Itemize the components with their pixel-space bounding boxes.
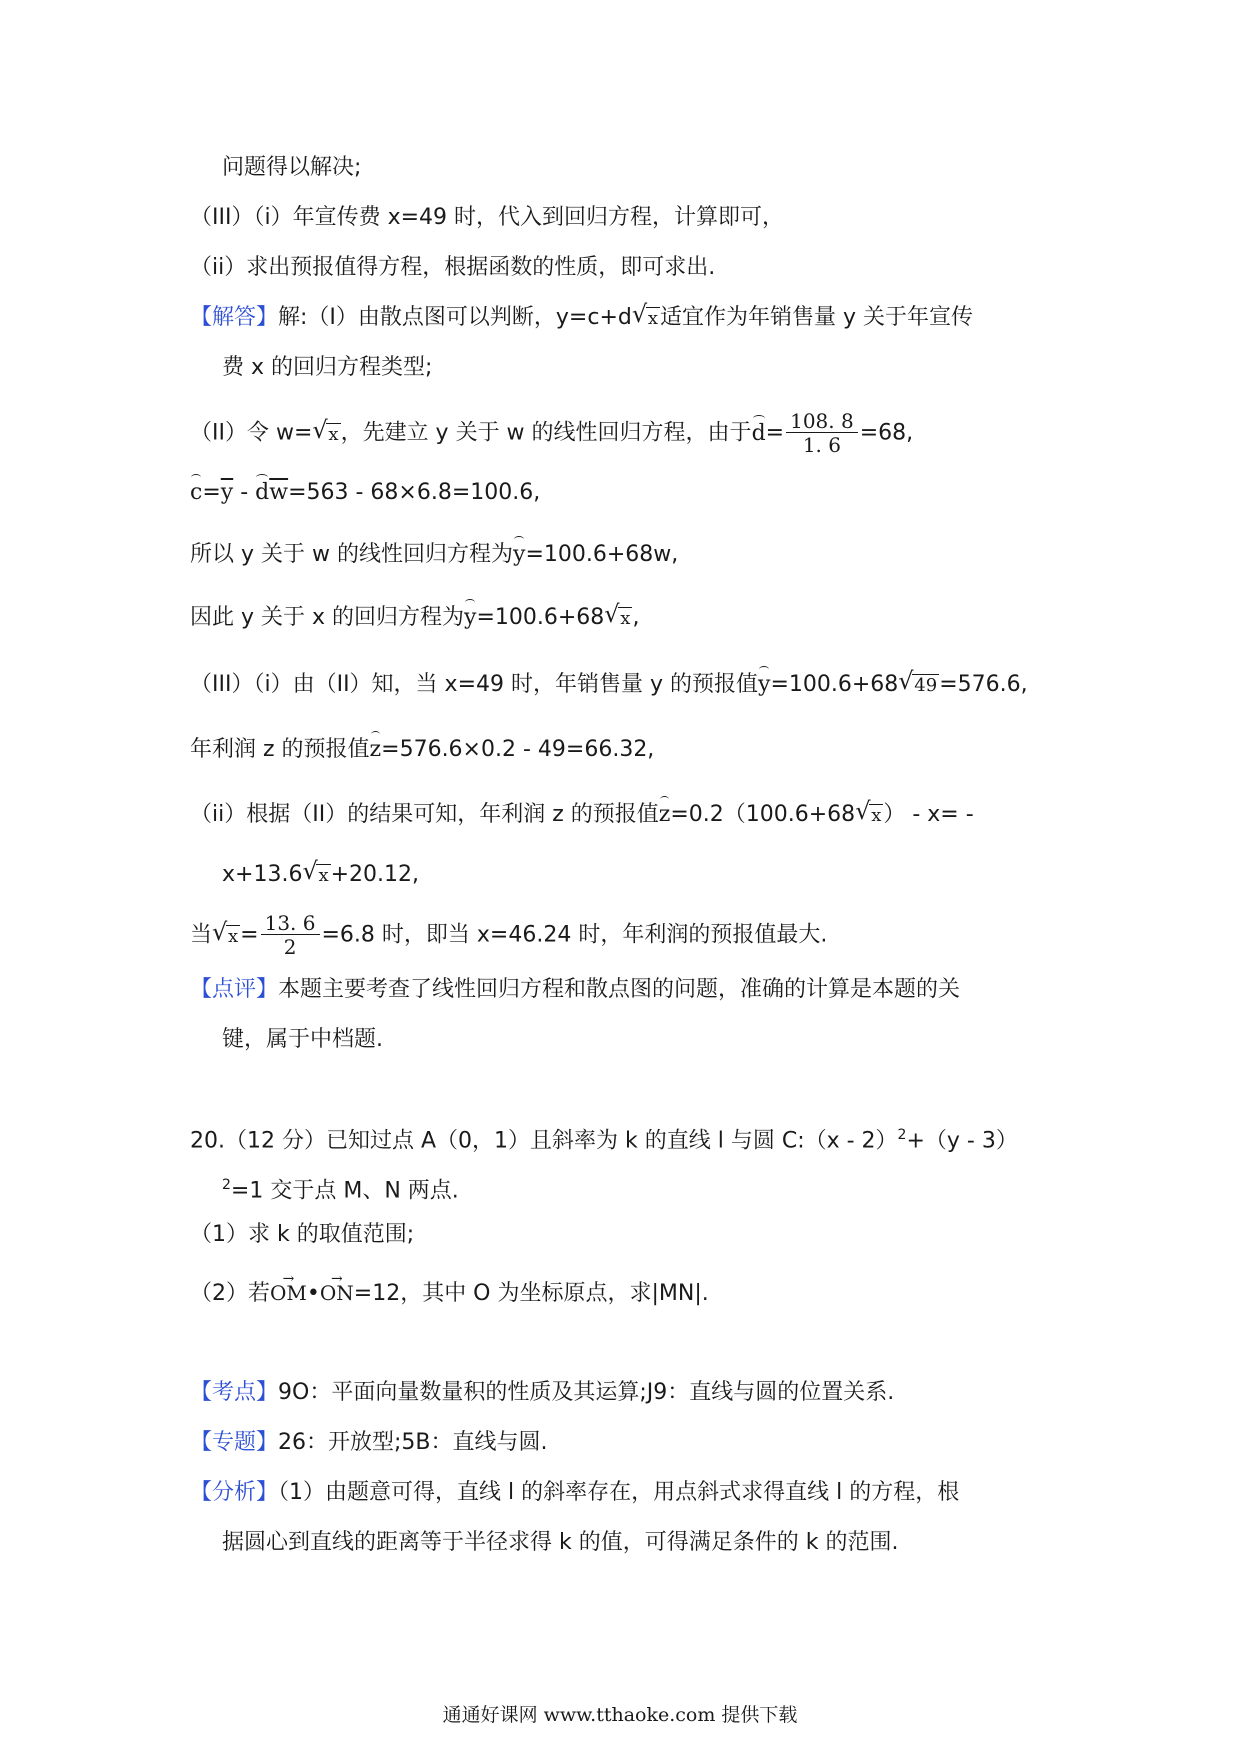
text: =576.6,	[939, 672, 1028, 697]
sqrt-expression: √ x	[312, 415, 339, 445]
kaodian-tag: 【考点】	[190, 1380, 279, 1405]
text: =100.6+68w,	[525, 542, 679, 567]
text-line	[190, 410, 913, 457]
text: 因此 y 关于 x 的回归方程为	[190, 605, 465, 630]
hat-variable: z	[659, 800, 671, 830]
answer-tag: 【解答】	[190, 305, 279, 330]
denominator: 2	[283, 935, 297, 959]
text: =6.8 时，即当 x=46.24 时，年利润的预报值最大.	[321, 922, 828, 948]
text: 所以 y 关于 w 的线性回归方程为	[190, 542, 513, 567]
radicand: x	[328, 423, 339, 445]
text: =563 - 68×6.8=100.6,	[288, 480, 541, 505]
sqrt-expression: √ x	[855, 797, 882, 826]
text: （1）由题意可得，直线 l 的斜率存在，用点斜式求得直线 l 的方程，根	[278, 1480, 960, 1505]
fraction	[786, 410, 858, 457]
text: ，先建立 y 关于 w 的线性回归方程，由于	[340, 420, 752, 446]
text: -	[233, 480, 256, 505]
text: =576.6×0.2 - 49=66.32,	[381, 737, 655, 762]
comment-line	[190, 975, 960, 1005]
text: （1）求 k 的取值范围;	[190, 1222, 415, 1247]
text-line	[190, 540, 678, 570]
sqrt-expression: √ x	[631, 300, 659, 329]
zhuanti-line	[190, 1428, 548, 1458]
sqrt-expression: √ x	[302, 857, 329, 886]
text: =	[765, 420, 785, 446]
page-footer: 通通好课网 www.tthaoke.com 提供下载	[442, 1704, 798, 1726]
text: 据圆心到直线的距离等于半径求得 k 的值，可得满足条件的 k 的范围.	[222, 1530, 899, 1555]
text: =1 交于点 M、N 两点.	[230, 1178, 459, 1204]
radicand: x	[647, 308, 659, 329]
text: （III）（i）由（II）知，当 x=49 时，年销售量 y 的预报值	[190, 672, 758, 697]
zhuanti-tag: 【专题】	[190, 1430, 279, 1455]
text: +（y - 3）	[906, 1128, 1018, 1154]
kaodian-line	[190, 1378, 894, 1408]
question-line	[190, 1220, 414, 1250]
sqrt-expression: √ x	[604, 600, 631, 629]
analysis-tag: 【分析】	[190, 1480, 279, 1505]
text: 本题主要考查了线性回归方程和散点图的问题，准确的计算是本题的关	[278, 977, 961, 1002]
text: =68,	[859, 420, 914, 446]
text-line	[222, 353, 432, 383]
radicand: 49	[914, 675, 938, 696]
text: （ii）求出预报值得方程，根据函数的性质，即可求出.	[190, 255, 716, 280]
text: 键，属于中档题.	[222, 1027, 383, 1052]
text: +20.12,	[330, 862, 420, 887]
hat-variable: y	[513, 540, 525, 570]
text-line	[190, 600, 640, 634]
text: 年利润 z 的预报值	[190, 737, 370, 762]
text-line	[190, 478, 540, 508]
comment-tag: 【点评】	[190, 977, 279, 1002]
numerator: 13. 6	[261, 912, 320, 935]
radicand: x	[228, 925, 239, 947]
question-line	[222, 1170, 459, 1206]
radicand: x	[620, 608, 631, 629]
hat-variable: d	[752, 419, 766, 449]
text: （III）（i）年宣传费 x=49 时，代入到回归方程，计算即可，	[190, 205, 785, 230]
sqrt-expression: √ x	[212, 917, 239, 947]
text-line	[190, 203, 784, 233]
text-line	[222, 1025, 383, 1055]
sqrt-expression: √ 49	[898, 667, 938, 696]
superscript: 2	[897, 1127, 907, 1143]
text: （II）令 w=	[190, 420, 313, 446]
superscript: 2	[222, 1177, 231, 1193]
mean-variable: $\overline{w}$	[269, 480, 289, 505]
denominator: 1. 6	[802, 433, 841, 457]
numerator: 108. 8	[786, 410, 858, 433]
hat-variable: y	[464, 603, 476, 633]
text: =12，其中 O 为坐标原点，求|MN|.	[353, 1281, 709, 1306]
text: •	[306, 1281, 320, 1306]
text: =100.6+68	[770, 672, 899, 697]
text-line	[190, 667, 1028, 701]
answer-line	[190, 300, 974, 334]
text: （ii）根据（II）的结果可知，年利润 z 的预报值	[190, 802, 659, 827]
hat-variable: y	[758, 670, 770, 700]
text: 问题得以解决;	[222, 155, 362, 180]
hat-variable: c	[190, 478, 202, 508]
fraction	[261, 912, 320, 959]
text: 当	[190, 922, 213, 948]
vector-on: → ON	[320, 1278, 354, 1308]
text: 26：开放型;5B：直线与圆.	[278, 1430, 548, 1455]
text-line	[190, 735, 654, 765]
text: 9O：平面向量数量积的性质及其运算;J9：直线与圆的位置关系.	[278, 1380, 895, 1405]
text: 费 x 的回归方程类型;	[222, 355, 433, 380]
hat-variable: d	[255, 478, 269, 508]
text: =	[202, 480, 221, 505]
radicand: x	[318, 865, 329, 886]
text: =0.2（100.6+68	[670, 802, 856, 827]
text: =	[240, 922, 259, 948]
text: ） - x= -	[883, 802, 974, 827]
text-line	[222, 857, 420, 891]
text: x+13.6	[222, 862, 303, 887]
text-line	[190, 253, 715, 283]
analysis-line	[190, 1478, 959, 1508]
question-line	[190, 1278, 709, 1309]
question-line	[190, 1120, 1018, 1156]
text-line	[190, 912, 827, 959]
text-line	[222, 153, 361, 183]
text: 20.（12 分）已知过点 A（0，1）且斜率为 k 的直线 l 与圆 C:（x - 2）	[190, 1128, 898, 1154]
text: ,	[632, 605, 640, 630]
vector-om: → OM	[270, 1278, 307, 1308]
text: =100.6+68	[476, 605, 605, 630]
text: （2）若	[190, 1281, 270, 1306]
mean-variable: $\overline{y}$	[220, 480, 234, 505]
radicand: x	[871, 805, 882, 826]
text: 解:（I）由散点图可以判断，y=c+d	[278, 305, 632, 330]
text-line	[190, 797, 974, 831]
hat-variable: z	[370, 735, 382, 765]
text: 适宜作为年销售量 y 关于年宣传	[660, 305, 974, 330]
text-line	[222, 1528, 898, 1558]
